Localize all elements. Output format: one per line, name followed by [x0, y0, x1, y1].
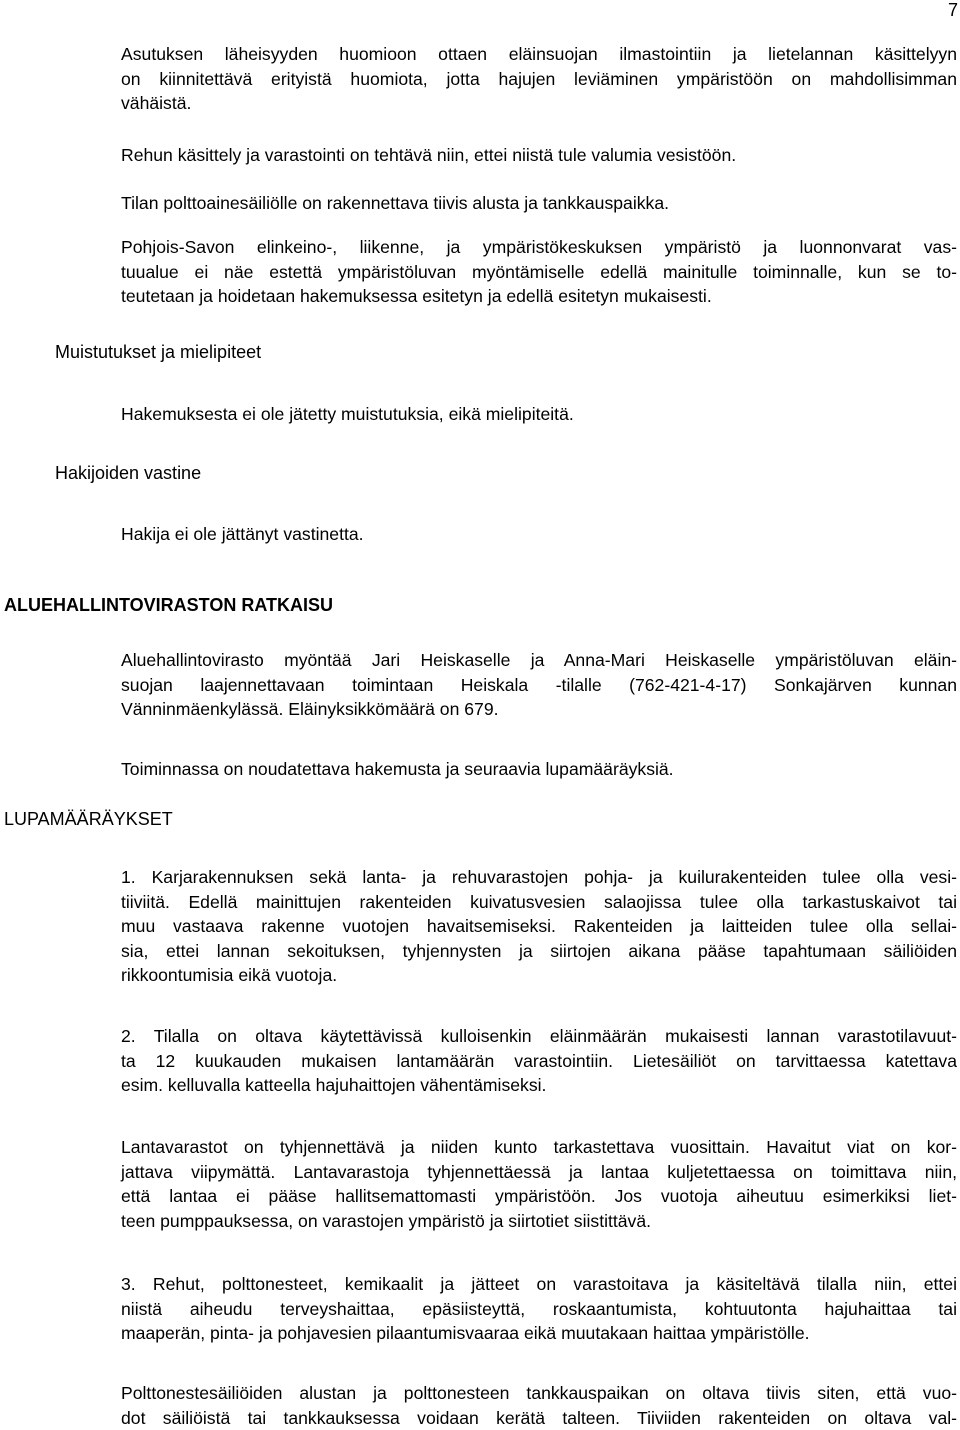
- paragraph-condition-3: 3. Rehut, polttonesteet, kemikaalit ja jätteet on varastoitava ja käsiteltävä tilalla niin, ettei niistä aiheudu terveyshaittaa, epäsiisteyttä, roskaantumista, kohtuutonta hajuhaittaa tai maaperän, pinta- ja pohjavesien pilaantumisvaaraa eikä muutakaan haittaa ympäristölle.: [121, 1274, 957, 1343]
- paragraph-condition-3-fuel: Polttonestesäiliöiden alustan ja polttonesteen tankkauspaikan on oltava tiivis siten, että vuo- dot säiliöistä tai tankkauksessa voidaan kerätä talteen. Tiiviiden rakenteiden on oltava val-: [121, 1383, 957, 1428]
- paragraph-muistutukset: Hakemuksesta ei ole jätetty muistutuksia, eikä mielipiteitä.: [121, 404, 574, 424]
- page-number: 7: [947, 0, 958, 20]
- heading-vastine: Hakijoiden vastine: [55, 463, 202, 483]
- heading-ratkaisu: ALUEHALLINTOVIRASTON RATKAISU: [4, 595, 334, 615]
- heading-lupamaaraykset: LUPAMÄÄRÄYKSET: [4, 809, 173, 829]
- paragraph-decision: Aluehallintovirasto myöntää Jari Heiskaselle ja Anna-Mari Heiskaselle ympäristöluvan eläin- suojan laajennettavaan toimintaan Heiskala -tilalle (762-421-4-17) Sonkajärven kunnan Vänninmäenkylässä. Eläinyksikkömäärä on 679.: [121, 650, 957, 719]
- paragraph-condition-2-emptying: Lantavarastot on tyhjennettävä ja niiden kunto tarkastettava vuosittain. Havaitut viat on kor- jattava viipymättä. Lantavarastoja tyhjennettäessä ja lantaa kuljetettaessa on toimittava niin, että lantaa ei pääse hallitsemattomasti ympäristöön. Jos vuotoja aiheutuu esimerkiksi liet- teen pumppauksessa, on varastojen ympäristö ja siirtotiet siistittävä.: [121, 1137, 957, 1231]
- heading-muistutukset: Muistutukset ja mielipiteet: [55, 342, 262, 362]
- paragraph-condition-1: 1. Karjarakennuksen sekä lanta- ja rehuvarastojen pohja- ja kuilurakenteiden tulee olla vesi- tiiviitä. Edellä mainittujen rakenteiden kuivatusvesien salaojissa tulee olla tarkastuskaivot tai muu vastaava rakenne vuotojen havaitsemiseksi. Rakenteiden ja laitteiden tulee olla sellai- sia, ettei lannan sekoituksen, tyhjennysten ja siirtojen aikana pääse tapahtumaan säiliöiden rikkoontumisia eikä vuotoja.: [121, 867, 957, 985]
- paragraph-vastine: Hakija ei ole jättänyt vastinetta.: [121, 524, 364, 544]
- paragraph-ely-statement: Pohjois-Savon elinkeino-, liikenne, ja ympäristökeskuksen ympäristö ja luonnonvarat vas- tuualue ei näe estettä ympäristöluvan myöntämiselle edellä mainitulle toiminnalle, kun se to- teutetaan ja hoidetaan hakemuksessa esitetyn ja edellä esitetyn mukaisesti.: [121, 237, 957, 306]
- paragraph-compliance: Toiminnassa on noudatettava hakemusta ja seuraavia lupamääräyksiä.: [121, 759, 674, 779]
- paragraph-odour: Asutuksen läheisyyden huomioon ottaen eläinsuojan ilmastointiin ja lietelannan käsittelyyn on kiinnitettävä erityistä huomiota, jotta hajujen leviäminen ympäristöön on mahdollisimman vähäistä.: [121, 44, 957, 113]
- paragraph-fuel-tank: Tilan polttoainesäiliölle on rakennettava tiivis alusta ja tankkauspaikka.: [121, 193, 670, 213]
- paragraph-feed-handling: Rehun käsittely ja varastointi on tehtävä niin, ettei niistä tule valumia vesistöön.: [121, 145, 737, 165]
- paragraph-condition-2: 2. Tilalla on oltava käytettävissä kulloisenkin eläinmäärän mukaisesti lannan varastotilavuut- ta 12 kuukauden mukaisen lantamäärän varastointiin. Lietesäiliöt on tarvittaessa katettava esim. kelluvalla katteella hajuhaittojen vähentämiseksi.: [121, 1026, 957, 1095]
